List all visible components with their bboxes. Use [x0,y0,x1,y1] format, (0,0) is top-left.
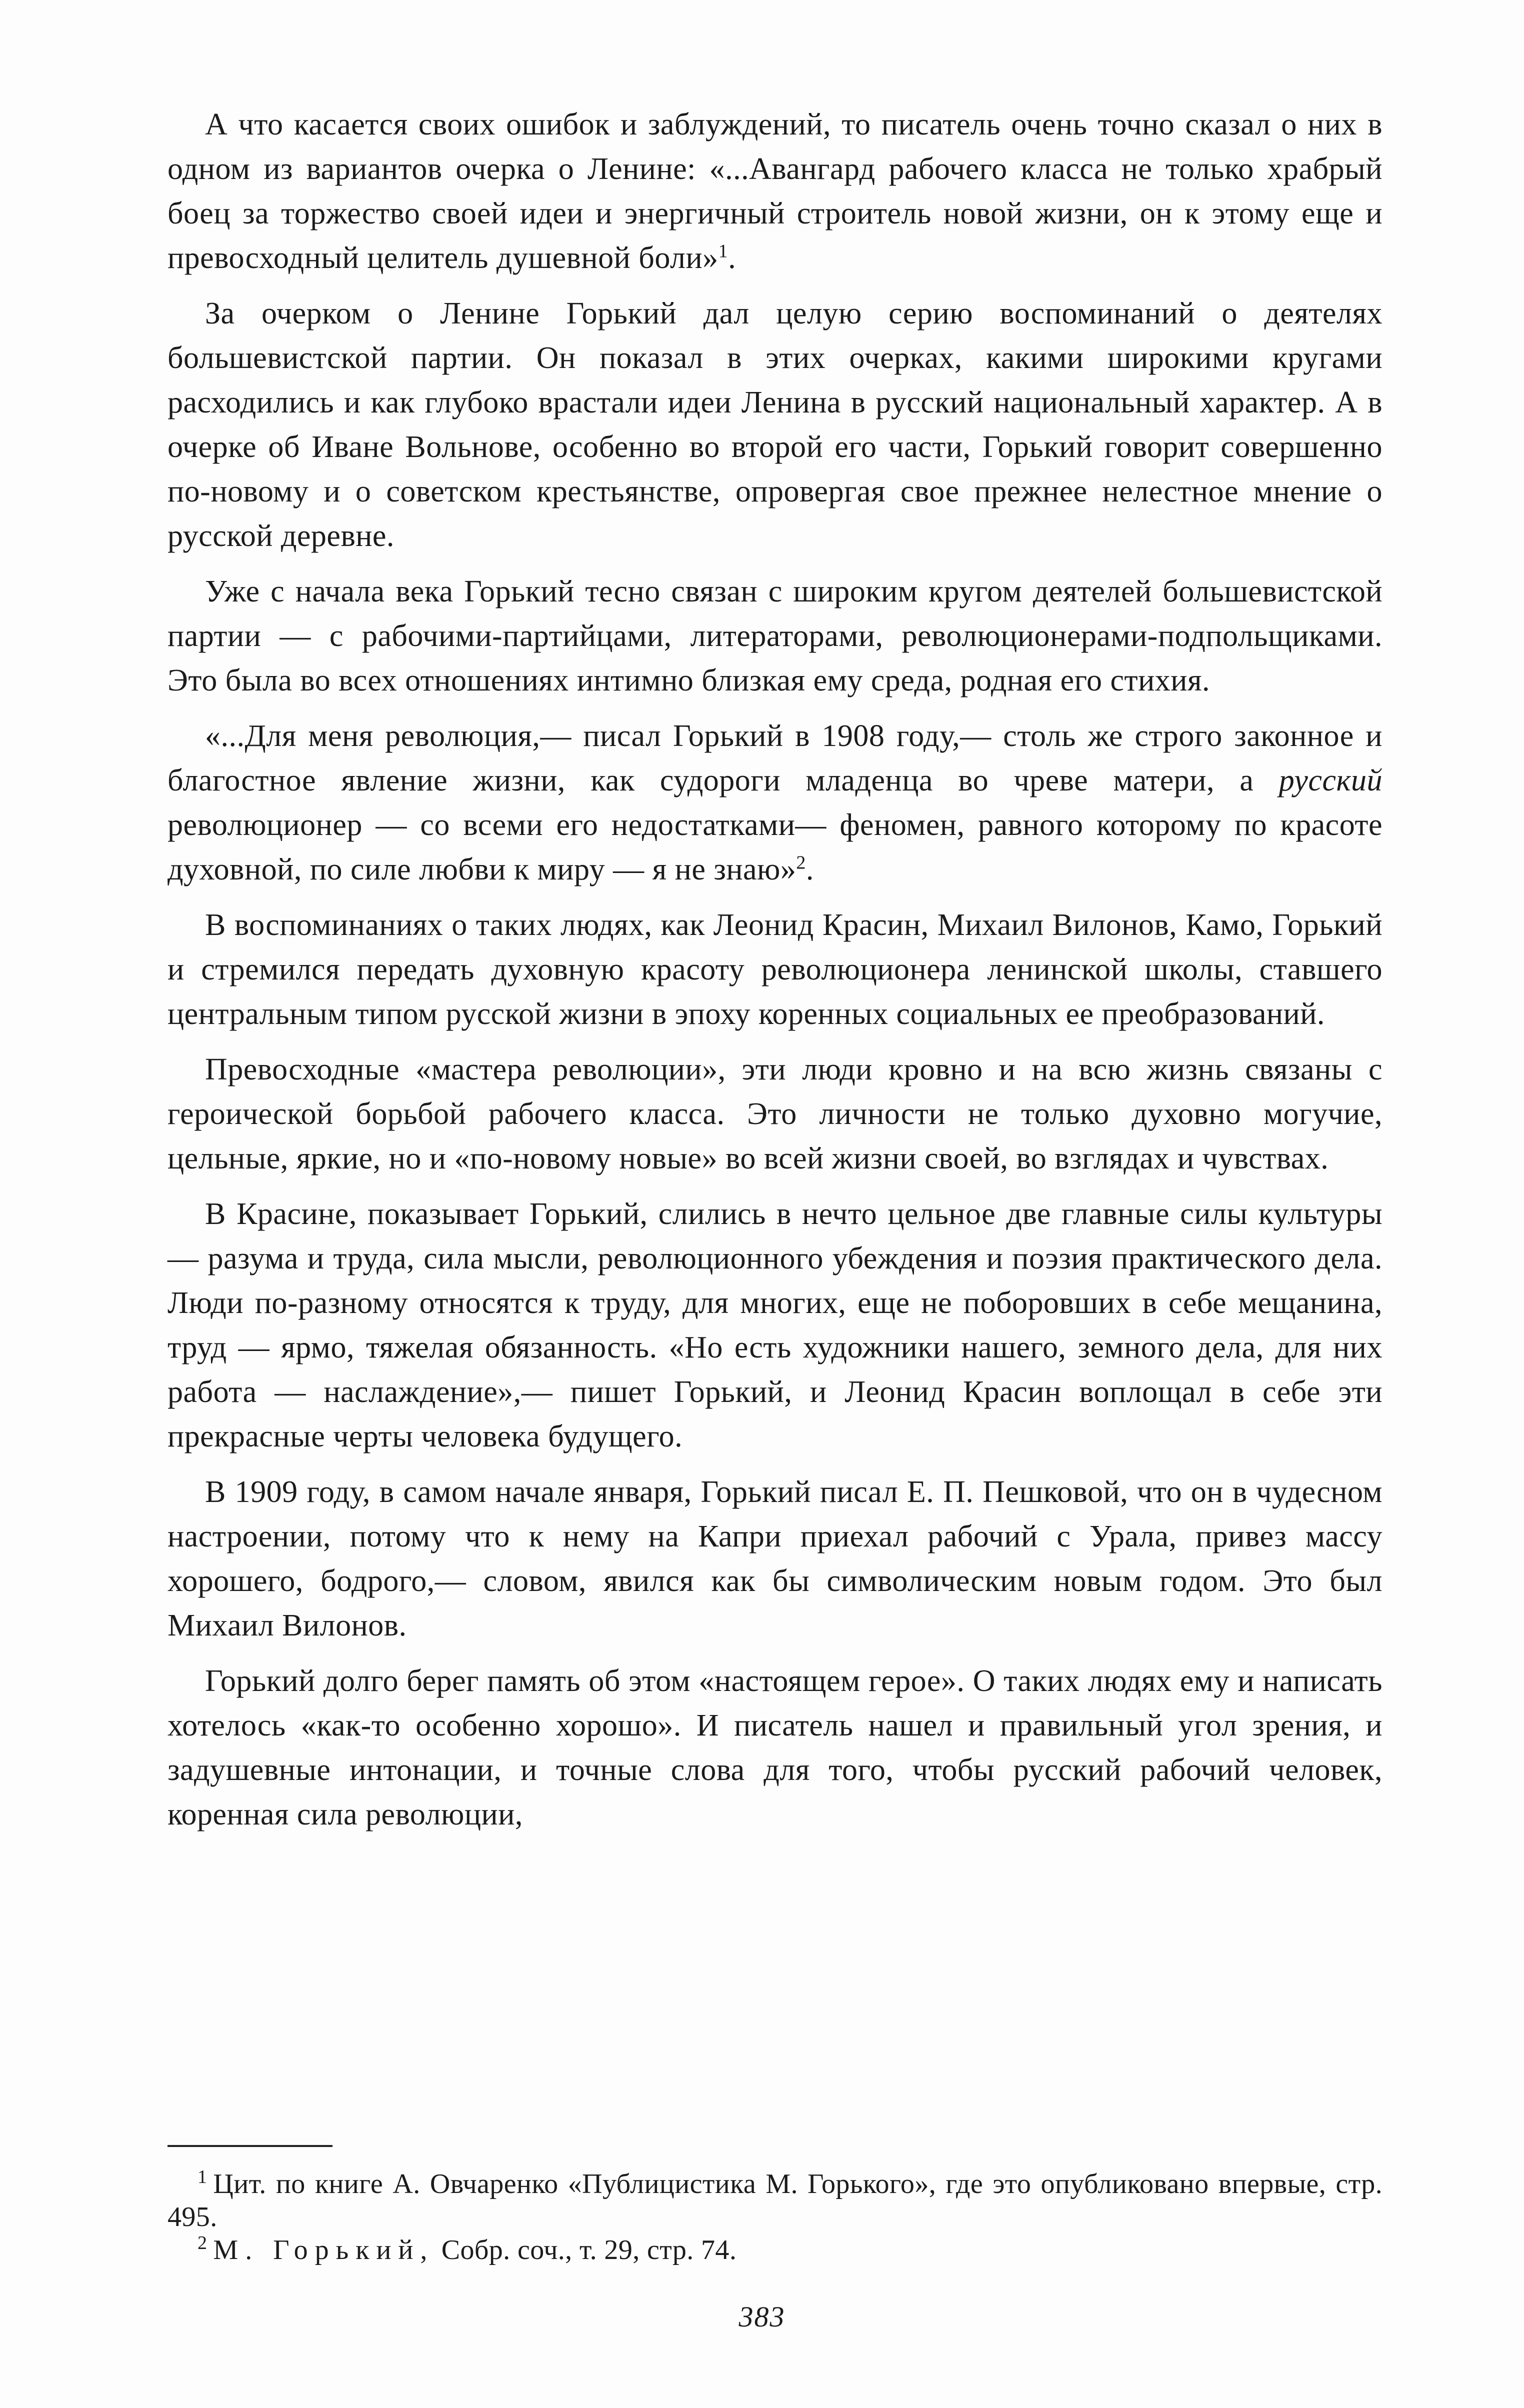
emphasis-russkiy: русский [1278,764,1382,798]
paragraph-6-text: Превосходные «мастера революции», эти люди кровно и на всю жизнь связаны с героической борьбой рабочего класса. Это личности не только духовно могучие, цельные, яркие, но и «по-новому новые» во всей жизни своей, во взглядах и чувствах. [168,1052,1382,1176]
footnote-2-author: М. Горький, [213,2234,434,2266]
paragraph-4-text: революционер — со всеми его недостатками— феномен, равного которому по красоте духовной, по силе любви к миру — я не знаю» [168,808,1382,886]
paragraph-5-text: В воспоминаниях о таких людях, как Леонид Красин, Михаил Вилонов, Камо, Горький и стремился передать духовную красоту революционера ленинской школы, ставшего центральным типом русской жизни в эпоху коренных социальных ее преобразований. [168,908,1382,1031]
paragraph-6 [168,1048,1382,1181]
footnote-1-text: Цит. по книге А. Овчаренко «Публицистика М. Горького», где это опубликовано впервые, стр. 495. [168,2168,1382,2232]
footnotes [168,2168,1382,2266]
paragraph-8-text: В 1909 году, в самом начале января, Горький писал Е. П. Пешковой, что он в чудесном настроении, потому что к нему на Капри приехал рабочий с Урала, привез массу хорошего, бодрого,— словом, явился как бы символическим новым годом. Это был Михаил Вилонов. [168,1475,1382,1642]
paragraph-4 [168,714,1382,892]
footnote-ref-1: 1 [718,240,728,262]
footnote-1 [168,2168,1382,2234]
main-text [168,102,1382,1837]
footnote-1-number: 1 [198,2166,208,2188]
paragraph-9-text: Горький долго берег память об этом «настоящем герое». О таких людях ему и написать хотелось «как-то особенно хорошо». И писатель нашел и правильный угол зрения, и задушевные интонации, и точные слова для того, чтобы русский рабочий человек, коренная сила революции, [168,1664,1382,1832]
paragraph-1-end: . [728,241,736,275]
page-number: 383 [738,2300,786,2333]
footnote-2-number: 2 [198,2232,208,2254]
footnote-2-text: Собр. соч., т. 29, стр. 74. [434,2234,737,2266]
paragraph-7-text: В Красине, показывает Горький, слились в нечто цельное две главные силы культуры — разума и труда, сила мысли, революционного убеждения и поэзия практического дела. Люди по-разному относятся к труду, для многих, еще не поборовших в себе мещанина, труд — ярмо, тяжелая обязанность. «Но есть художники нашего, земного дела, для них работа — наслаждение»,— пишет Горький, и Леонид Красин воплощал в себе эти прекрасные черты человека будущего. [168,1197,1382,1454]
paragraph-4-end: . [806,852,814,886]
paragraph-3 [168,570,1382,703]
paragraph-1-text: А что касается своих ошибок и заблуждений, то писатель очень точно сказал о них в одном из вариантов очерка о Ленине: «...Авангард рабочего класса не только храбрый боец за торжество своей идеи и энергичный строитель новой жизни, он к этому еще и превосходный целитель душевной боли» [168,108,1382,275]
paragraph-4-start: «...Для меня революция,— писал Горький в 1908 году,— столь же строго законное и благостное явление жизни, как судороги младенца во чреве матери, а [168,719,1382,798]
paragraph-5 [168,903,1382,1036]
paragraph-2 [168,292,1382,558]
footnote-divider [168,2145,332,2147]
paragraph-9 [168,1659,1382,1837]
footnote-2 [168,2234,1382,2266]
paragraph-7 [168,1192,1382,1459]
paragraph-2-text: За очерком о Ленине Горький дал целую серию воспоминаний о деятелях большевистской партии. Он показал в этих очерках, какими широкими кругами расходились и как глубоко врастали идеи Ленина в русский национальный характер. А в очерке об Иване Вольнове, особенно во второй его части, Горький говорит совершенно по-новому и о советском крестьянстве, опровергая свое прежнее нелестное мнение о русской деревне. [168,296,1382,553]
footnote-ref-2: 2 [796,852,806,874]
paragraph-3-text: Уже с начала века Горький тесно связан с широким кругом деятелей большевистской партии — с рабочими-партийцами, литераторами, революционерами-подпольщиками. Это была во всех отношениях интимно близкая ему среда, родная его стихия. [168,574,1382,698]
paragraph-1 [168,102,1382,280]
paragraph-8 [168,1470,1382,1648]
